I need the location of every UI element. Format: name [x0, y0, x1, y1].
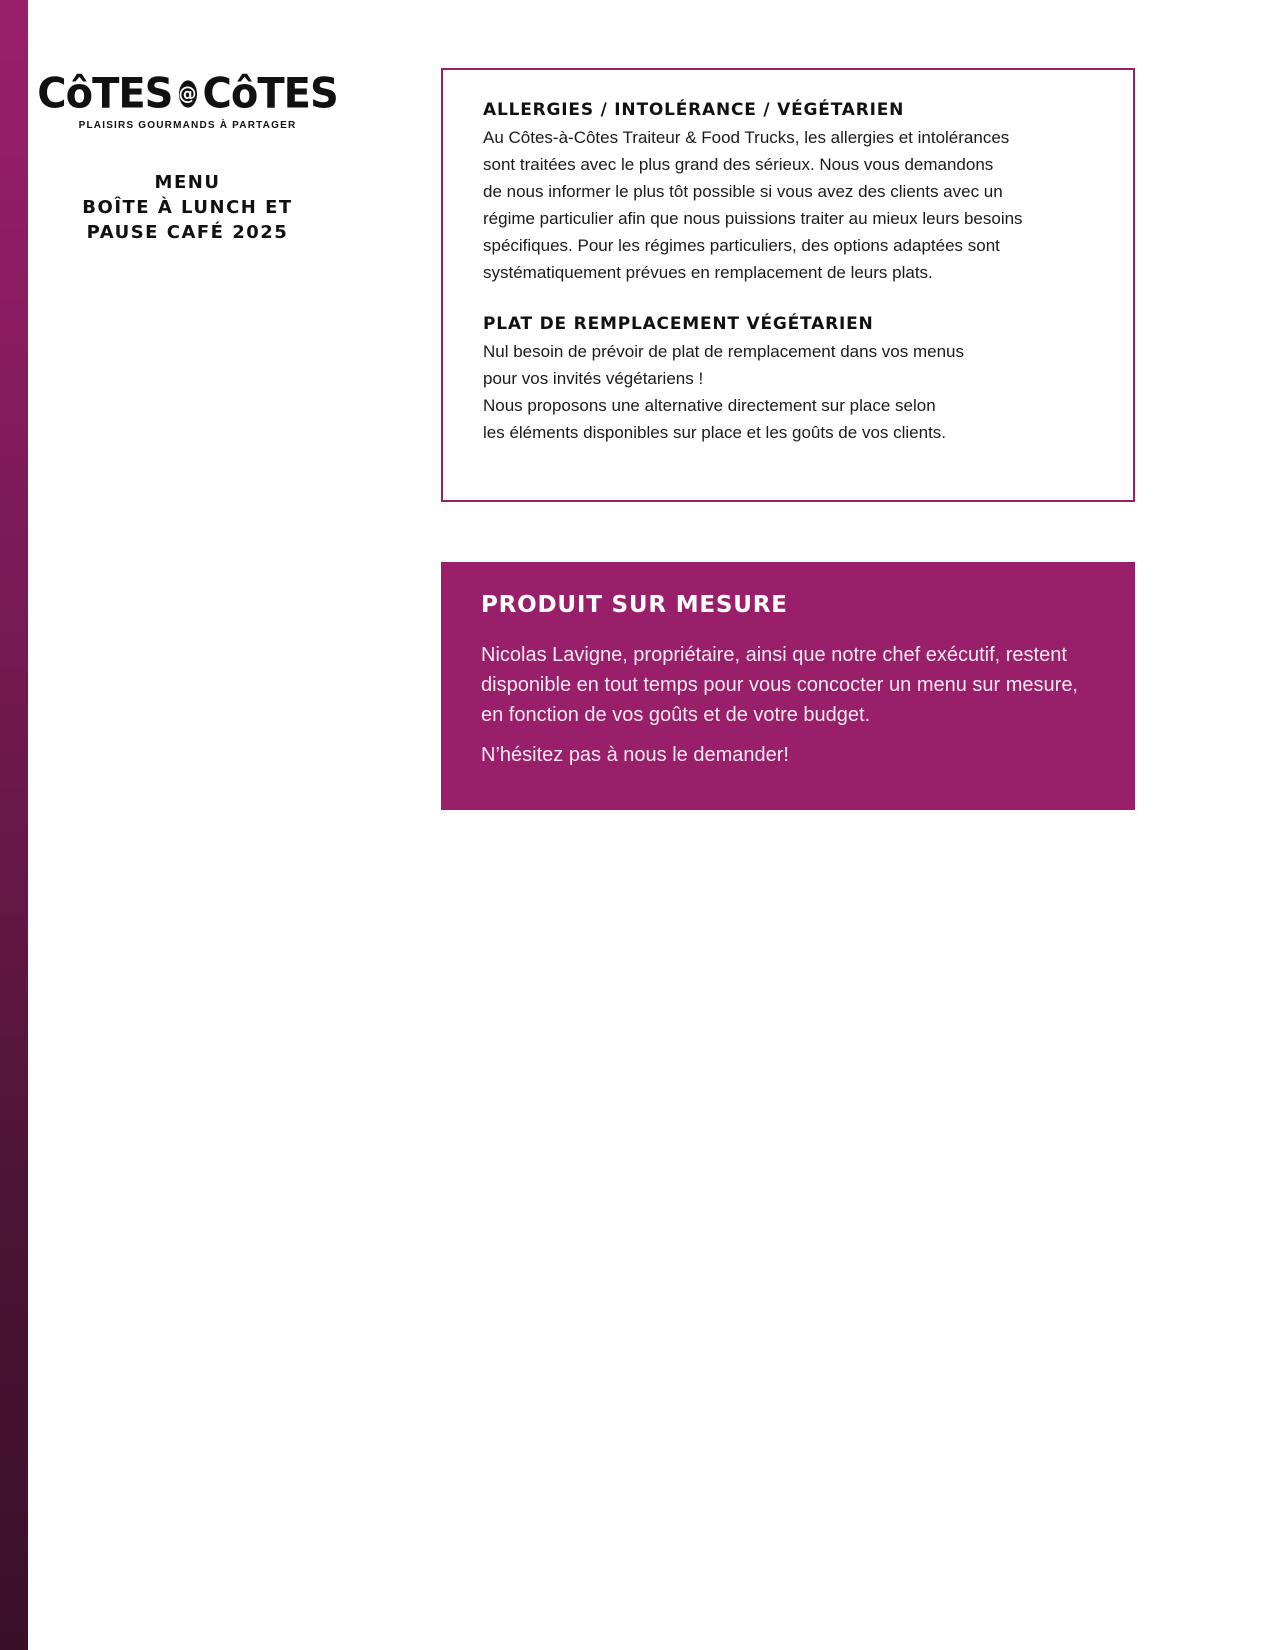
menu-title	[60, 170, 315, 245]
paragraph-line: pour vos invités végétariens !	[483, 369, 704, 388]
paragraph-line: spécifiques. Pour les régimes particuliers, des options adaptées sont	[483, 236, 1000, 255]
paragraph-line: régime particulier afin que nous puissions traiter au mieux leurs besoins	[483, 209, 1023, 228]
paragraph-line: Au Côtes-à-Côtes Traiteur & Food Trucks, les allergies et intolérances	[483, 128, 1010, 147]
paragraph-line: en fonction de vos goûts et de votre budget.	[481, 704, 871, 726]
paragraph-line: de nous informer le plus tôt possible si vous avez des clients avec un	[483, 182, 1003, 201]
paragraph-line: Nous proposons une alternative directement sur place selon	[483, 396, 936, 415]
logo-word-right: CôTES	[202, 69, 338, 119]
paragraph-line: systématiquement prévues en remplacement de leurs plats.	[483, 263, 933, 282]
allergies-info-box	[441, 68, 1135, 502]
paragraph-line: les éléments disponibles sur place et les goûts de vos clients.	[483, 423, 947, 442]
paragraph-line: Nicolas Lavigne, propriétaire, ainsi que notre chef exécutif, restent	[481, 644, 1067, 666]
custom-product-paragraph	[481, 640, 1095, 730]
vegetarian-heading: PLAT DE REMPLACEMENT VÉGÉTARIEN	[483, 314, 874, 334]
allergies-paragraph	[483, 124, 1095, 286]
paragraph-line: sont traitées avec le plus grand des sérieux. Nous vous demandons	[483, 155, 994, 174]
menu-title-line: BOÎTE À LUNCH ET	[82, 197, 293, 218]
custom-product-note: N’hésitez pas à nous le demander!	[481, 744, 789, 766]
side-color-band	[0, 0, 28, 1650]
vegetarian-paragraph	[483, 338, 1095, 446]
custom-product-heading: PRODUIT SUR MESURE	[481, 592, 788, 618]
logo-wordmark	[37, 69, 338, 119]
paragraph-line: disponible en tout temps pour vous concocter un menu sur mesure,	[481, 674, 1078, 696]
company-logo	[37, 69, 338, 131]
paragraph-line: Nul besoin de prévoir de plat de remplacement dans vos menus	[483, 342, 964, 361]
allergies-heading: ALLERGIES / INTOLÉRANCE / VÉGÉTARIEN	[483, 100, 905, 120]
logo-tagline: PLAISIRS GOURMANDS À PARTAGER	[78, 120, 297, 131]
menu-title-line: PAUSE CAFÉ 2025	[86, 222, 289, 243]
menu-title-line: MENU	[154, 172, 221, 193]
logo-word-left: CôTES	[37, 69, 173, 119]
custom-product-box	[441, 562, 1135, 810]
logo-at-icon: @	[179, 80, 197, 107]
